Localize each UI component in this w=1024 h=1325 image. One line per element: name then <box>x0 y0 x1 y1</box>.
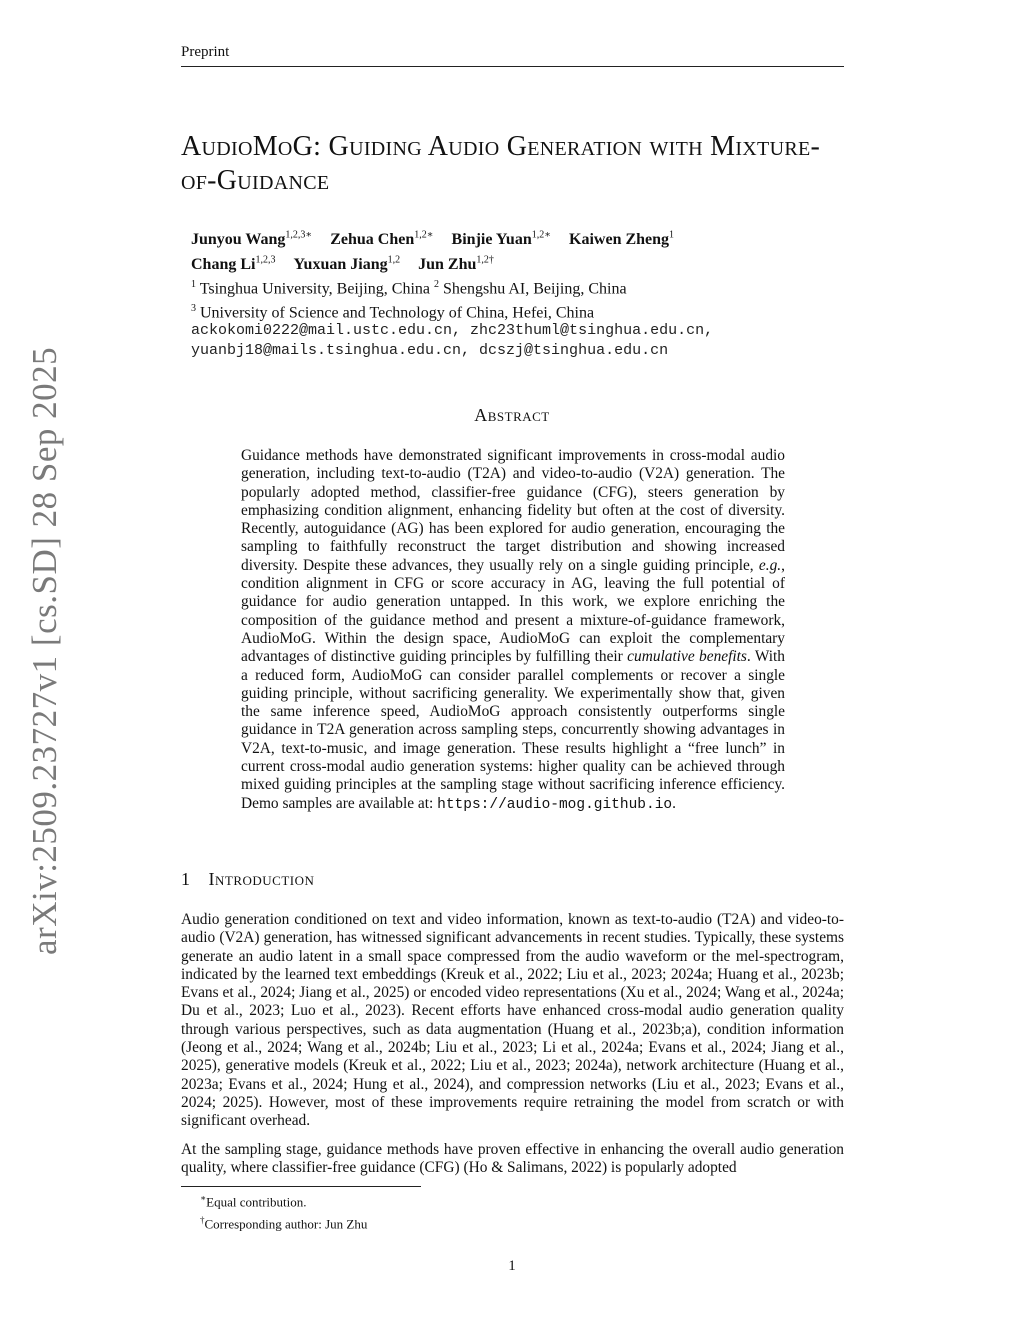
author-name: Chang Li$^{1,2,3}$ <box>191 254 276 273</box>
author-name: Kaiwen Zheng$^1$ <box>569 230 675 249</box>
paper-title: AudioMoG: Guiding Audio Generation with Mixture-of-Guidance <box>181 131 821 196</box>
email-line-2: yuanbj18@mails.tsinghua.edu.cn, dcszj@tsinghua.edu.cn <box>191 342 669 359</box>
footnote-rule <box>181 1186 421 1187</box>
intro-paragraph-1: Audio generation conditioned on text and video information, known as text-to-audio (T2A) and video-to-audio (V2A) generation, has witnessed significant advancements in recent studies. Typically, these systems generate an audio latent in a small space compressed from the audio waveform or the mel-spectrogram, indicated by the learned text embeddings (Kreuk et al., 2022; Liu et al., 2023; 2024a; Huang et al., 2023b; Evans et al., 2024; Jiang et al., 2025) or encoded video representations (Xu et al., 2024; Wang et al., 2024a; Du et al., 2023; Luo et al., 2023). Recent efforts have enhanced cross-modal audio generation quality through various perspectives, such as data augmentation (Huang et al., 2023b;a), condition information (Jeong et al., 2024; Wang et al., 2024b; Liu et al., 2023; Li et al., 2024a; Evans et al., 2024; Jiang et al., 2025), generative models (Kreuk et al., 2022; Liu et al., 2023; 2024a), network architecture (Huang et al., 2023a; Evans et al., 2024; Hung et al., 2024), and compression networks (Liu et al., 2023; Evans et al., 2024; 2025). However, most of these improvements require retraining the model from scratch or with significant overhead. <box>181 911 844 1130</box>
affiliation-line-2: $^3$ University of Science and Technology of China, Hefei, China <box>191 302 595 322</box>
author-name: Yuxuan Jiang$^{1,2}$ <box>293 254 401 273</box>
section-title: Introduction <box>208 869 315 889</box>
email-line-1: ackokomi0222@mail.ustc.edu.cn, zhc23thuml@tsinghua.edu.cn, <box>191 322 714 339</box>
footnote-corresponding-author: †Corresponding author: Jun Zhu <box>200 1215 368 1232</box>
header-rule <box>181 66 844 67</box>
author-line-2 <box>191 250 831 274</box>
affiliation-line-1: $^1$ Tsinghua University, Beijing, China $^2$ Shengshu AI, Beijing, China <box>191 278 627 297</box>
author-name: Zehua Chen$^{1,2∗}$ <box>330 230 434 249</box>
footnotes <box>200 1189 367 1234</box>
abstract-heading: Abstract <box>474 405 550 425</box>
footnote-equal-contribution: ∗Equal contribution. <box>200 1193 307 1210</box>
author-block <box>191 226 831 323</box>
abstract-text: Guidance methods have demonstrated significant improvements in cross-modal audio generation, including text-to-audio (T2A) and video-to-audio (V2A) generation. The popularly adopted method, classifier-free guidance (CFG), steers generation by emphasizing condition alignment, enhancing fidelity but often at the cost of diversity. Recently, autoguidance (AG) has been explored for audio generation, encouraging the sampling to faithfully reconstruct the target distribution and showing increased diversity. Despite these advances, they usually rely on a single guiding principle, e.g., condition alignment in CFG or score accuracy in AG, leaving the full potential of guidance for audio generation untapped. In this work, we explore enriching the composition of the guidance method and present a mixture-of-guidance framework, AudioMoG. Within the design space, AudioMoG can exploit the complementary advantages of distinctive guiding principles by fulfilling their cumulative benefits. With a reduced form, AudioMoG can consider parallel complements or recover a single guiding principle, without sacrificing generality. We experimentally show that, given the same inference speed, AudioMoG approach consistently outperforms single guidance in T2A generation across sampling steps, concurrently showing advantages in V2A, text-to-music, and image generation. These results highlight a “free lunch” in current cross-modal audio generation systems: higher quality can be achieved through mixed guiding principles at the sampling stage without sacrificing inference efficiency. Demo samples are available at: https://audio-mog.github.io. <box>241 447 786 813</box>
demo-link[interactable]: https://audio-mog.github.io <box>437 796 673 813</box>
author-line-1 <box>191 226 831 250</box>
author-name: Jun Zhu$^{1,2\dagger}$ <box>418 254 494 273</box>
author-emails <box>191 321 831 361</box>
intro-paragraph-2: At the sampling stage, guidance methods have proven effective in enhancing the overall audio generation quality, where classifier-free guidance (CFG) (Ho & Salimans, 2022) is popularly adopted <box>181 1141 844 1177</box>
emphasis-cumulative-benefits: cumulative benefits <box>627 648 747 666</box>
author-name: Binjie Yuan$^{1,2∗}$ <box>451 230 552 249</box>
section-number: 1 <box>181 869 191 889</box>
section-heading-introduction <box>181 869 314 890</box>
page-number: 1 <box>508 1258 516 1274</box>
author-name: Junyou Wang$^{1,2,3∗}$ <box>191 230 313 249</box>
running-header: Preprint <box>181 44 230 60</box>
emphasis-eg: e.g. <box>758 556 782 574</box>
arxiv-identifier-stamp: arXiv:2509.23727v1 [cs.SD] 28 Sep 2025 <box>25 346 64 955</box>
